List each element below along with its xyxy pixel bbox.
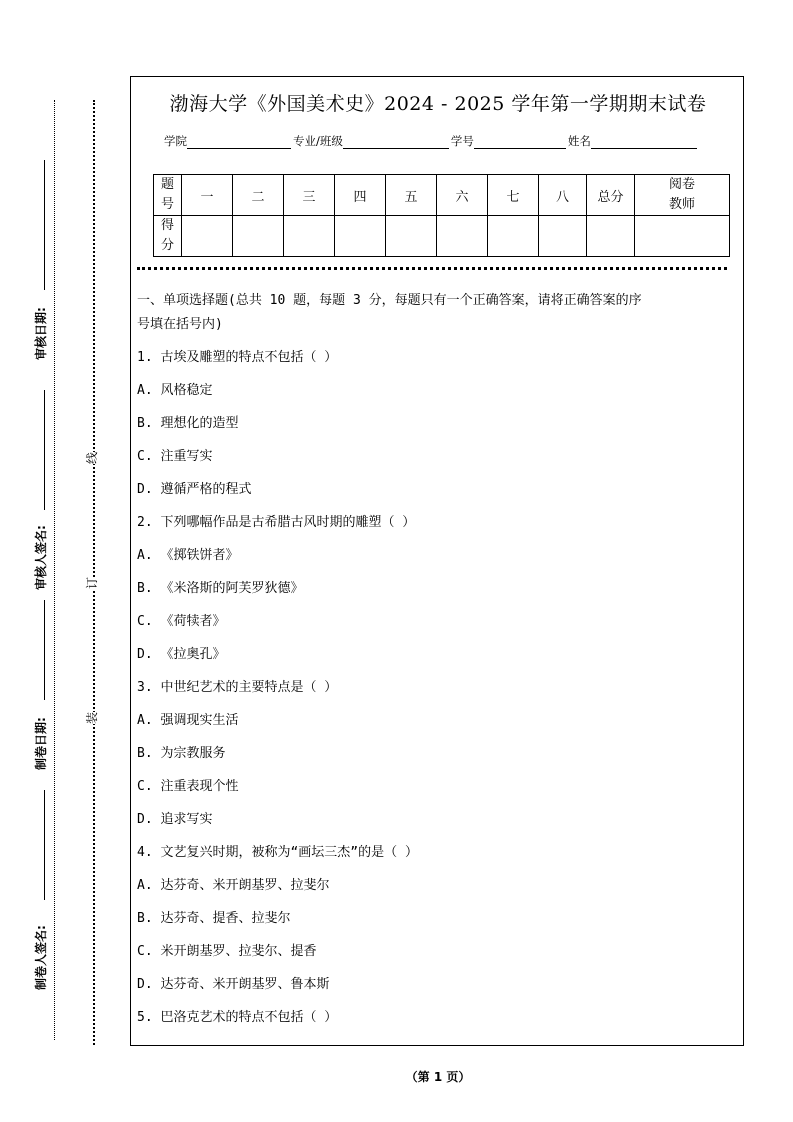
binding-char-staple: 订 xyxy=(85,576,100,590)
exam-frame xyxy=(130,76,744,1046)
binding-dotted-line xyxy=(93,100,95,1045)
question-1-option-d: D. 遵循严格的程式 xyxy=(137,482,252,497)
col-8: 八 xyxy=(539,175,587,216)
binding-char-bind: 装 xyxy=(85,711,100,725)
score-cell-5[interactable] xyxy=(386,216,437,257)
question-5-stem: 5. 巴洛克艺术的特点不包括（ ） xyxy=(137,1010,338,1025)
col-5: 五 xyxy=(386,175,437,216)
question-1-stem: 1. 古埃及雕塑的特点不包括（ ） xyxy=(137,350,338,365)
col-4: 四 xyxy=(335,175,386,216)
major-class-field[interactable] xyxy=(343,136,449,149)
question-4-option-b: B. 达芬奇、提香、拉斐尔 xyxy=(137,911,291,926)
question-content xyxy=(137,289,741,1034)
reviewer-signature-label: 审核人签名: xyxy=(34,525,48,590)
paper-date-underline xyxy=(44,600,45,700)
col-total: 总分 xyxy=(587,175,635,216)
name-label: 姓名 xyxy=(567,134,591,148)
col-7: 七 xyxy=(488,175,539,216)
question-2-option-a: A. 《掷铁饼者》 xyxy=(137,548,239,563)
col-3: 三 xyxy=(284,175,335,216)
binding-char-line: 线 xyxy=(85,451,100,465)
col-2: 二 xyxy=(233,175,284,216)
question-2-stem: 2. 下列哪幅作品是古希腊古风时期的雕塑（ ） xyxy=(137,515,416,530)
score-table-header-row xyxy=(154,175,730,216)
question-4-option-a: A. 达芬奇、米开朗基罗、拉斐尔 xyxy=(137,878,330,893)
page-number: （第 1 页） xyxy=(405,1070,471,1084)
section-separator xyxy=(137,267,727,270)
question-2-option-c: C. 《荷犊者》 xyxy=(137,614,226,629)
student-id-field[interactable] xyxy=(474,136,566,149)
score-cell-1[interactable] xyxy=(182,216,233,257)
score-cell-7[interactable] xyxy=(488,216,539,257)
college-field[interactable] xyxy=(187,136,291,149)
college-label: 学院 xyxy=(164,134,187,148)
paper-maker-signature-underline xyxy=(44,790,45,900)
score-table xyxy=(153,174,730,257)
question-1-option-a: A. 风格稳定 xyxy=(137,383,213,398)
question-4-option-d: D. 达芬奇、米开朗基罗、鲁本斯 xyxy=(137,977,330,992)
exam-title: 渤海大学《外国美术史》2024 - 2025 学年第一学期期末试卷 xyxy=(169,93,707,115)
score-cell-8[interactable] xyxy=(539,216,587,257)
question-2-option-d: D. 《拉奥孔》 xyxy=(137,647,226,662)
score-cell-2[interactable] xyxy=(233,216,284,257)
score-cell-grader[interactable] xyxy=(635,216,730,257)
col-6: 六 xyxy=(437,175,488,216)
student-id-label: 学号 xyxy=(450,134,474,148)
score-cell-6[interactable] xyxy=(437,216,488,257)
paper-date-label: 制卷日期: xyxy=(34,717,48,770)
question-1-option-b: B. 理想化的造型 xyxy=(137,416,239,431)
question-1-option-c: C. 注重写实 xyxy=(137,449,213,464)
question-3-option-b: B. 为宗教服务 xyxy=(137,746,226,761)
major-class-label: 专业/班级 xyxy=(293,134,343,148)
score-cell-4[interactable] xyxy=(335,216,386,257)
question-3-option-d: D. 追求写实 xyxy=(137,812,213,827)
reviewer-signature-underline xyxy=(44,390,45,510)
score-table-score-row xyxy=(154,216,730,257)
question-4-option-c: C. 米开朗基罗、拉斐尔、提香 xyxy=(137,944,317,959)
name-field[interactable] xyxy=(591,136,697,149)
question-4-stem: 4. 文艺复兴时期，被称为“画坛三杰”的是（ ） xyxy=(137,845,418,860)
col-grader: 阅卷 教师 xyxy=(635,175,730,216)
col-1: 一 xyxy=(182,175,233,216)
review-date-underline xyxy=(44,160,45,290)
margin-rule xyxy=(54,100,55,1040)
score-row-header: 得 分 xyxy=(154,216,182,257)
question-number-header: 题 号 xyxy=(154,175,182,216)
question-3-stem: 3. 中世纪艺术的主要特点是（ ） xyxy=(137,680,338,695)
review-date-label: 审核日期: xyxy=(34,307,48,360)
score-cell-3[interactable] xyxy=(284,216,335,257)
student-info-row xyxy=(164,133,699,149)
section-1-heading: 一、单项选择题(总共 10 题，每题 3 分，每题只有一个正确答案，请将正确答案的序 号填在括号内) xyxy=(137,293,642,332)
question-3-option-c: C. 注重表现个性 xyxy=(137,779,239,794)
question-2-option-b: B. 《米洛斯的阿芙罗狄德》 xyxy=(137,581,304,596)
paper-maker-signature-label: 制卷人签名: xyxy=(34,925,48,990)
question-3-option-a: A. 强调现实生活 xyxy=(137,713,239,728)
score-cell-total[interactable] xyxy=(587,216,635,257)
